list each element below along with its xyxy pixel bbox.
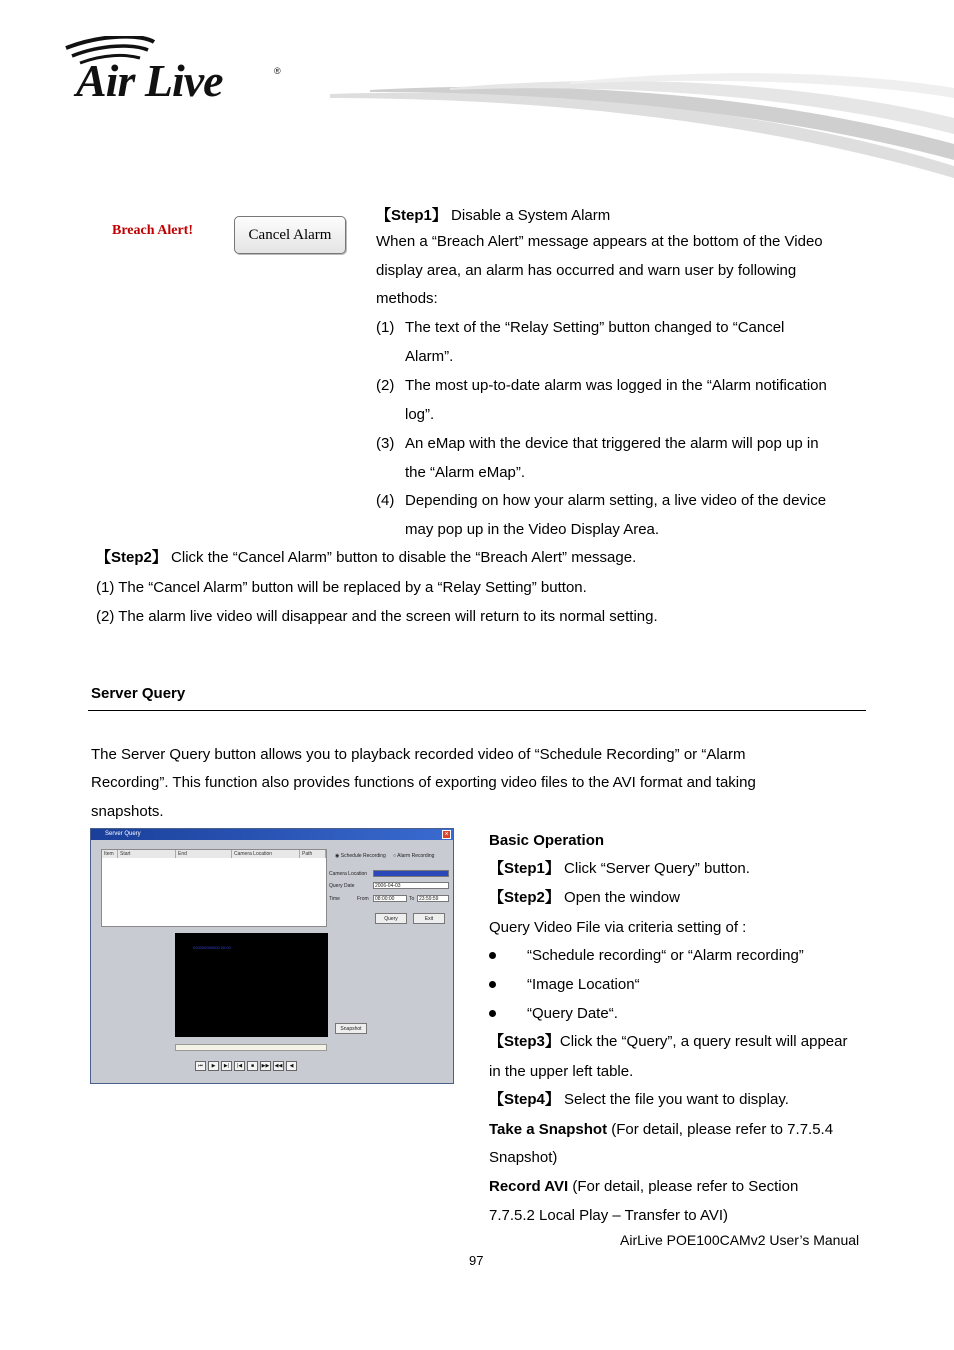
step2-item: (1) The “Cancel Alarm” button will be replaced by a “Relay Setting” button. [96,579,587,596]
time-from-select[interactable]: 08:00:00 [373,895,407,902]
step2-heading: 【Step2】 Click the “Cancel Alarm” button to disable the “Breach Alert” message. [96,549,637,566]
step1-item-text: may pop up in the Video Display Area. [405,521,660,538]
bullet-item: “Query Date“. [527,1005,618,1022]
bo-step3-cont: in the upper left table. [489,1063,634,1080]
step1-item-number: (1) [376,319,395,336]
step1-item-text: the “Alarm eMap”. [405,464,526,481]
header-swoosh [330,48,954,178]
table-header: Path [300,850,326,858]
bo-avi: Record AVI (For detail, please refer to Section [489,1178,799,1195]
table-header: Start [118,850,176,858]
video-display: 000000000000 00:00 [175,933,328,1037]
step1-item-number: (4) [376,492,395,509]
breach-alert-label: Breach Alert! [112,223,193,238]
page-number: 97 [469,1253,484,1268]
step1-heading: 【Step1】 Disable a System Alarm [376,207,611,224]
airlive-logo [62,36,292,106]
step1-item-text: An eMap with the device that triggered the alarm will pop up in [405,435,819,452]
step1-item-text: Alarm”. [405,348,454,365]
section-intro-line: Recording”. This function also provides functions of exporting video files to the AVI format and taking [91,774,756,791]
time-to-label: To [409,896,415,902]
bullet-icon [489,981,496,988]
bo-avi-cont: 7.7.5.2 Local Play – Transfer to AVI) [489,1207,729,1224]
playback-slider[interactable] [175,1044,327,1051]
query-date-label: Query Date [329,883,355,889]
bullet-item: “Schedule recording“ or “Alarm recording” [527,947,804,964]
server-query-window [90,828,454,1084]
bo-criteria: Query Video File via criteria setting of : [489,919,747,936]
bo-step2: 【Step2】 Open the window [489,889,680,906]
camera-location-label: Camera Location [329,871,368,877]
section-divider [88,710,866,711]
bo-step1: 【Step1】 Click “Server Query” button. [489,860,750,877]
cancel-alarm-button[interactable]: Cancel Alarm [234,216,346,254]
close-icon[interactable]: × [442,830,451,839]
step-forward-icon[interactable]: ▶| [221,1061,232,1071]
table-header: Item [102,850,118,858]
fast-forward-icon[interactable]: ▶▶ [261,1063,270,1069]
section-intro-line: The Server Query button allows you to playback recorded video of “Schedule Recording” or “Alarm [91,746,746,763]
bullet-item: “Image Location“ [527,976,640,993]
table-header: Camera Location [232,850,300,858]
section-intro-line: snapshots. [91,803,164,820]
step1-item-text: log”. [405,406,435,423]
table-header: End [176,850,232,858]
footer-manual-title: AirLive POE100CAMv2 User’s Manual [620,1232,860,1248]
step1-item-number: (3) [376,435,395,452]
stop-icon[interactable]: ■ [247,1061,258,1071]
rewind-icon[interactable]: ◀◀ [274,1063,283,1069]
bo-step4: 【Step4】 Select the file you want to display. [489,1091,789,1108]
step1-item-text: The text of the “Relay Setting” button changed to “Cancel [405,319,785,336]
time-label: Time [329,896,340,902]
radio-alarm-recording[interactable]: ○ Alarm Recording [393,853,435,859]
time-from-label: From [357,896,369,902]
step2-item: (2) The alarm live video will disappear and the screen will return to its normal setting. [96,608,658,625]
bo-snapshot-cont: Snapshot) [489,1149,558,1166]
basic-operation-heading: Basic Operation [489,832,605,849]
result-table[interactable] [101,849,327,927]
step1-item-text: The most up-to-date alarm was logged in the “Alarm notification [405,377,827,394]
bullet-icon [489,1010,496,1017]
query-button[interactable]: Query [375,913,407,924]
step1-item-text: Depending on how your alarm setting, a live video of the device [405,492,827,509]
section-heading: Server Query [91,685,186,702]
time-to-select[interactable]: 23:59:59 [417,895,449,902]
bo-snapshot: Take a Snapshot (For detail, please refer to 7.7.5.4 [489,1121,834,1138]
exit-button[interactable]: Exit [413,913,445,924]
reverse-play-icon[interactable]: ◀ [286,1061,297,1071]
bullet-icon [489,952,496,959]
bo-step3: 【Step3】Click the “Query”, a query result will appear [489,1033,848,1050]
svg-text:®: ® [274,66,281,76]
camera-location-select[interactable] [373,870,449,877]
play-icon[interactable]: ▶ [208,1061,219,1071]
window-titlebar: Server Query × [91,829,453,840]
step1-intro-line: methods: [376,290,438,307]
step1-item-number: (2) [376,377,395,394]
query-date-select[interactable]: 2006-04-03 [373,882,449,889]
radio-schedule-recording[interactable]: ◉ Schedule Recording [335,853,386,859]
skip-start-icon[interactable]: ⏮ [195,1061,206,1071]
step1-intro-line: When a “Breach Alert” message appears at the bottom of the Video [376,233,823,250]
snapshot-button[interactable]: Snapshot [335,1023,367,1034]
step1-intro-line: display area, an alarm has occurred and warn user by following [376,262,797,279]
logo-wordmark: Air Live [76,55,223,106]
step-back-icon[interactable]: |◀ [234,1061,245,1071]
